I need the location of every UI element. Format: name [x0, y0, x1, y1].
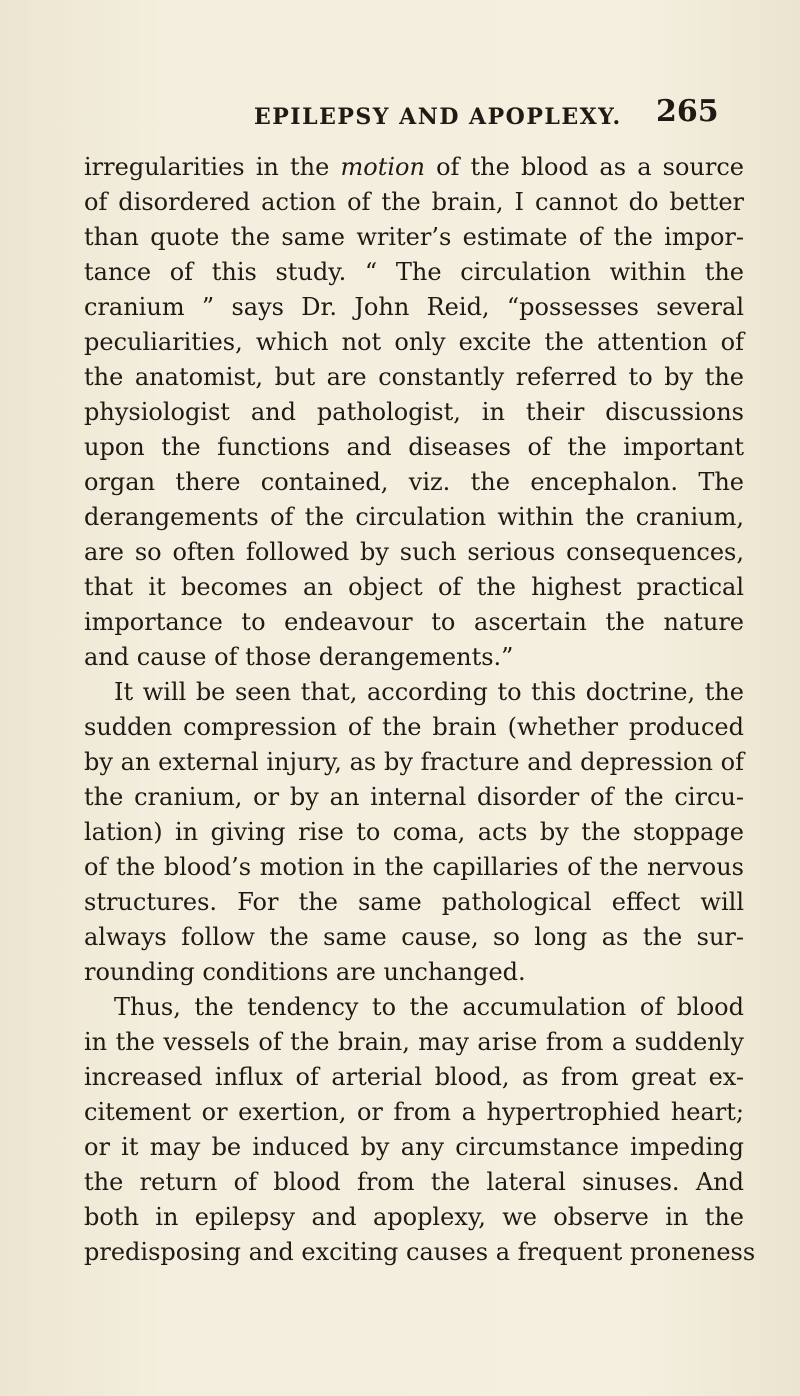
text-line: in the vessels of the brain, may arise from a suddenly	[84, 1028, 744, 1056]
text-line: Thus, the tendency to the accumulation of blood	[114, 993, 744, 1021]
page-number: 265	[656, 94, 719, 129]
text-line: importance to endeavour to ascertain the nature	[84, 608, 744, 636]
text-line: structures. For the same pathological effect will	[84, 888, 744, 916]
text-line: than quote the same writer’s estimate of the impor-	[84, 223, 744, 251]
text-line	[84, 150, 744, 185]
text-line: upon the functions and diseases of the important	[84, 433, 744, 461]
italic-word: motion	[340, 153, 425, 181]
text-line: rounding conditions are unchanged.	[84, 958, 526, 986]
text-line: citement or exertion, or from a hypertrophied heart;	[84, 1098, 744, 1126]
text-segment: of the blood as a source	[424, 153, 744, 181]
text-line: predisposing and exciting causes a frequent proneness	[84, 1238, 756, 1266]
text-line: increased influx of arterial blood, as from great ex-	[84, 1063, 744, 1091]
text-line: derangements of the circulation within the cranium,	[84, 503, 744, 531]
text-segment: irregularities in the	[84, 153, 341, 181]
text-line: peculiarities, which not only excite the attention of	[84, 328, 744, 356]
text-line: sudden compression of the brain (whether produced	[84, 713, 744, 741]
running-head: EPILEPSY AND APOPLEXY.	[254, 104, 622, 130]
text-line: lation) in giving rise to coma, acts by the stoppage	[84, 818, 744, 846]
text-line: the anatomist, but are constantly referred to by the	[84, 363, 744, 391]
text-line: organ there contained, viz. the encephalon. The	[84, 468, 744, 496]
text-line: that it becomes an object of the highest practical	[84, 573, 744, 601]
text-line: of the blood’s motion in the capillaries of the nervous	[84, 853, 744, 881]
text-line: the cranium, or by an internal disorder of the circu-	[84, 783, 744, 811]
text-line: the return of blood from the lateral sinuses. And	[84, 1168, 744, 1196]
text-line: are so often followed by such serious consequences,	[84, 538, 744, 566]
text-line: It will be seen that, according to this doctrine, the	[114, 678, 744, 706]
page-header	[0, 94, 800, 134]
text-line: or it may be induced by any circumstance impeding	[84, 1133, 744, 1161]
text-line: both in epilepsy and apoplexy, we observe in the	[84, 1203, 744, 1231]
text-line: and cause of those derangements.”	[84, 643, 514, 671]
text-line: cranium ” says Dr. John Reid, “possesses several	[84, 293, 744, 321]
text-line: tance of this study. “ The circulation within the	[84, 258, 744, 286]
text-line: of disordered action of the brain, I cannot do better	[84, 188, 744, 216]
text-line: by an external injury, as by fracture and depression of	[84, 748, 744, 776]
body-text	[84, 150, 756, 1270]
text-line: physiologist and pathologist, in their discussions	[84, 398, 744, 426]
text-line: always follow the same cause, so long as the sur-	[84, 923, 744, 951]
